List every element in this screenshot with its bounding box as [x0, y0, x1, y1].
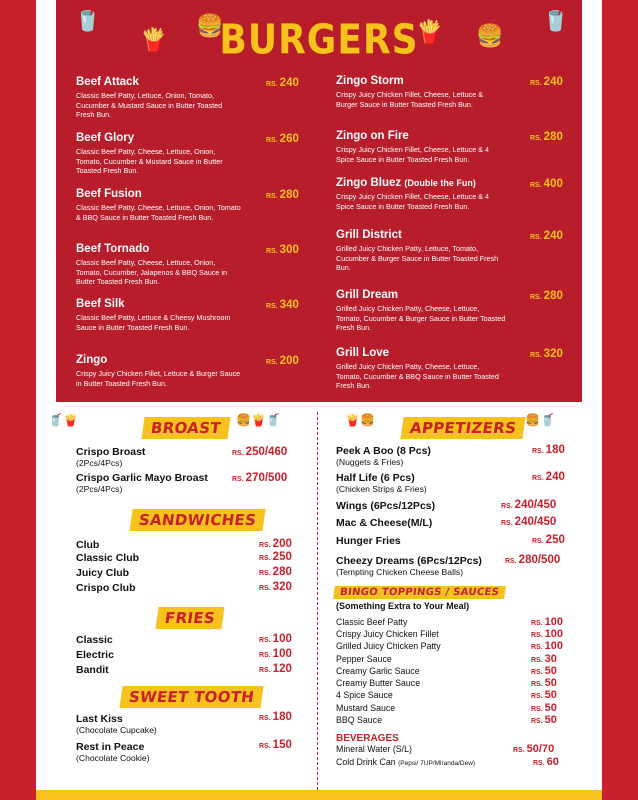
- price-value: 250: [272, 551, 292, 563]
- price-value: 240: [545, 471, 565, 483]
- price-value: 260: [279, 133, 299, 145]
- soda-cup-icon: 🥤: [542, 8, 570, 33]
- item-name: [336, 654, 392, 664]
- menu-item: [336, 535, 401, 547]
- item-note: (Pepsi/ 7UP/Miranda/Dew): [398, 760, 476, 767]
- item-name: [336, 666, 420, 676]
- price-value: 240: [279, 77, 299, 89]
- item-name-text: Cold Drink Can: [336, 757, 396, 767]
- soda-cup-icon: 🥤: [74, 8, 102, 33]
- menu-item: [336, 690, 393, 700]
- price-value: 240/450: [514, 516, 557, 528]
- currency-label: RS.: [259, 637, 271, 644]
- price: [232, 446, 287, 458]
- fries-icon: 🍟: [140, 28, 168, 53]
- burger-item: [76, 188, 308, 222]
- price: [532, 471, 565, 483]
- currency-label: RS.: [259, 542, 271, 549]
- price-value: 280: [543, 131, 563, 143]
- menu-item: [336, 654, 392, 664]
- burger-description: Crispy Juicy Chicken Fillet, Cheese, Lettuce & 4 Spice Sauce in Butter Toasted Fresh Bun.: [336, 192, 489, 211]
- burger-name-text: Grill District: [336, 229, 402, 241]
- price: [259, 663, 292, 675]
- price: [259, 538, 292, 550]
- price: [531, 702, 557, 714]
- currency-label: RS.: [531, 632, 543, 639]
- fries-icon: 🍟🍔: [345, 413, 375, 427]
- currency-label: RS.: [259, 667, 271, 674]
- currency-label: RS.: [531, 657, 543, 664]
- price-value: 100: [544, 628, 564, 640]
- currency-label: RS.: [259, 652, 271, 659]
- item-name-text: Mac & Cheese(M/L): [336, 517, 433, 529]
- burger-description: Crispy Juicy Chicken Fillet, Cheese, Lettuce & 4 Spice Sauce in Butter Toasted Fresh Bun.: [336, 145, 489, 164]
- burger-description: Grilled Juicy Chicken Patty, Lettuce, Tomato, Cucumber & Burger Sauce in Butter Toasted Fresh Bun.: [336, 244, 499, 272]
- price-value: 30: [544, 653, 557, 665]
- price: [259, 648, 292, 660]
- price: [533, 756, 559, 768]
- item-name: [76, 713, 157, 725]
- item-name: [336, 517, 432, 529]
- item-name: [76, 582, 136, 594]
- menu-item: [76, 567, 129, 579]
- price-value: 300: [279, 244, 299, 256]
- item-name: [336, 535, 401, 547]
- price-value: 100: [544, 616, 564, 628]
- item-name-text: Creamy Garlic Sauce: [336, 666, 420, 676]
- item-name-text: Rest in Peace: [76, 741, 145, 753]
- price: [530, 348, 563, 360]
- burger-item: [76, 76, 308, 120]
- item-name: [336, 690, 393, 700]
- broast-banner: BROAST: [141, 417, 230, 439]
- item-name: [76, 472, 208, 484]
- menu-item: [76, 713, 157, 735]
- currency-label: RS.: [266, 81, 278, 88]
- price-value: 340: [279, 299, 299, 311]
- item-name-text: Hunger Fries: [336, 535, 401, 547]
- item-subtitle: (2Pcs/4Pcs): [76, 458, 123, 468]
- item-name: [76, 649, 114, 661]
- price-value: 120: [272, 663, 292, 675]
- item-name: [76, 567, 129, 579]
- item-name-text: Crispo Broast: [76, 446, 146, 458]
- column-divider: [317, 412, 318, 790]
- item-subtitle: (Nuggets & Fries): [336, 457, 404, 467]
- burger-item: [336, 75, 568, 109]
- burger-name-text: Zingo on Fire: [336, 130, 409, 142]
- item-subtitle: (Chocolate Cupcake): [76, 725, 157, 735]
- item-name: [336, 629, 439, 639]
- item-name-text: Pepper Sauce: [336, 654, 392, 664]
- currency-label: RS.: [531, 681, 543, 688]
- burger-name-text: Grill Love: [336, 347, 390, 359]
- price: [531, 616, 563, 628]
- burger-item: [76, 243, 308, 287]
- sandwiches-banner: SANDWICHES: [129, 509, 265, 531]
- item-name-text: 4 Spice Sauce: [336, 690, 393, 700]
- item-name-text: Grilled Juicy Chicken Patty: [336, 641, 441, 651]
- price: [259, 551, 292, 563]
- price: [530, 131, 563, 143]
- menu-item: [336, 678, 420, 688]
- currency-label: RS.: [532, 475, 544, 482]
- currency-label: RS.: [259, 743, 271, 750]
- item-name-text: Electric: [76, 649, 114, 661]
- item-name: [336, 472, 427, 484]
- price-value: 200: [272, 538, 292, 550]
- currency-label: RS.: [501, 503, 513, 510]
- menu-item: [336, 629, 439, 639]
- price: [266, 189, 299, 201]
- currency-label: RS.: [505, 558, 517, 565]
- currency-label: RS.: [530, 234, 542, 241]
- item-name-text: Wings (6Pcs/12Pcs): [336, 500, 436, 512]
- price: [531, 714, 557, 726]
- price: [505, 554, 560, 566]
- currency-label: RS.: [531, 644, 543, 651]
- price-value: 60: [546, 756, 559, 768]
- price: [532, 534, 565, 546]
- price-value: 280/500: [518, 554, 561, 566]
- item-name-text: Bandit: [76, 664, 109, 676]
- burger-name: Beef Glory: [76, 132, 135, 144]
- menu-item: [76, 664, 109, 676]
- currency-label: RS.: [531, 706, 543, 713]
- price: [531, 689, 557, 701]
- item-name: [336, 500, 435, 512]
- price-value: 240/450: [514, 499, 557, 511]
- burger-name: Beef Silk: [76, 298, 125, 310]
- price-value: 50: [544, 702, 557, 714]
- currency-label: RS.: [266, 359, 278, 366]
- item-name-text: Last Kiss: [76, 713, 123, 725]
- price: [266, 133, 299, 145]
- currency-label: RS.: [532, 538, 544, 545]
- price: [531, 640, 563, 652]
- item-name-text: Classic: [76, 634, 113, 646]
- burger-description: Crispy Juicy Chicken Fillet, Cheese, Lettuce & Burger Sauce in Butter Toasted Fresh Bun.: [336, 90, 484, 109]
- menu-item: [76, 582, 136, 594]
- price: [501, 499, 556, 511]
- burger-icon: 🍔: [476, 24, 504, 49]
- burger-tag: (Double the Fun): [404, 178, 476, 188]
- price: [266, 244, 299, 256]
- item-name: [336, 617, 407, 627]
- burger-item: [336, 347, 568, 391]
- menu-item: [336, 757, 475, 767]
- burger-name: Beef Attack: [76, 76, 139, 88]
- menu-item: [336, 715, 382, 725]
- currency-label: RS.: [232, 476, 244, 483]
- item-name: [76, 634, 113, 646]
- price: [530, 290, 563, 302]
- toppings-banner: BINGO TOPPINGS / SAUCES: [333, 586, 506, 599]
- menu-item: [336, 555, 482, 577]
- price: [531, 665, 557, 677]
- item-name: [336, 555, 482, 567]
- burger-item: [336, 229, 568, 273]
- item-name-text: Classic Beef Patty: [336, 617, 408, 627]
- beverages-heading: BEVERAGES: [336, 733, 399, 744]
- menu-item: [76, 741, 150, 763]
- price-value: 50: [544, 677, 557, 689]
- item-name: [336, 678, 420, 688]
- currency-label: RS.: [531, 718, 543, 725]
- burger-name-text: Grill Dream: [336, 289, 398, 301]
- price: [501, 516, 556, 528]
- price-value: 100: [272, 648, 292, 660]
- menu-item: [336, 500, 435, 512]
- price-value: 180: [272, 711, 292, 723]
- currency-label: RS.: [259, 585, 271, 592]
- item-name-text: Classic Club: [76, 552, 140, 564]
- price-value: 100: [272, 633, 292, 645]
- item-name-text: Peek A Boo (8 Pcs): [336, 445, 431, 457]
- item-name-text: Creamy Butter Sauce: [336, 678, 421, 688]
- currency-label: RS.: [530, 80, 542, 87]
- menu-item: [336, 517, 432, 529]
- menu-item: [76, 446, 145, 468]
- currency-label: RS.: [266, 303, 278, 310]
- menu-item: [336, 744, 412, 754]
- item-name: [76, 446, 145, 458]
- burger-item: [76, 132, 308, 176]
- item-name-text: Cheezy Dreams (6Pcs/12Pcs): [336, 555, 482, 567]
- menu-item: [76, 552, 139, 564]
- currency-label: RS.: [259, 715, 271, 722]
- fries-banner: FRIES: [155, 607, 224, 629]
- price: [531, 677, 557, 689]
- price: [259, 566, 292, 578]
- price-value: 280: [272, 566, 292, 578]
- item-name-text: BBQ Sauce: [336, 715, 382, 725]
- burger-item: [336, 289, 568, 333]
- item-name-text: Mustard Sauce: [336, 703, 396, 713]
- burger-description: Classic Beef Patty, Lettuce & Cheesy Mushroom Sauce in Butter Toasted Fresh Bun.: [76, 313, 231, 332]
- menu-item: [76, 472, 208, 494]
- currency-label: RS.: [531, 669, 543, 676]
- sweet-tooth-banner: SWEET TOOTH: [119, 686, 263, 708]
- menu-item: [336, 445, 431, 467]
- item-name: [336, 703, 395, 713]
- burger-item: [76, 298, 308, 332]
- burger-name: Zingo: [76, 354, 108, 366]
- price: [266, 355, 299, 367]
- item-name: [336, 641, 441, 651]
- item-name-text: Club: [76, 539, 100, 551]
- fries-icon: 🍟: [416, 20, 444, 45]
- price: [531, 628, 563, 640]
- currency-label: RS.: [531, 693, 543, 700]
- price: [259, 739, 292, 751]
- drink-icon: 🥤🍟: [48, 413, 78, 427]
- burger-description: Grilled Juicy Chicken Patty, Cheese, Lettuce, Tomato, Cucumber & BBQ Sauce in Butter Toasted Fresh Bun.: [336, 362, 499, 390]
- menu-item: [76, 539, 99, 551]
- currency-label: RS.: [266, 193, 278, 200]
- price-value: 280: [543, 290, 563, 302]
- currency-label: RS.: [531, 620, 543, 627]
- currency-label: RS.: [513, 747, 525, 754]
- price: [531, 653, 557, 665]
- burger-description: Classic Beef Patty, Cheese, Lettuce, Onion, Tomato, Cucumber, Jalapenos & BBQ Sauce in Butter Toasted Fresh Bun.: [76, 258, 228, 286]
- price: [530, 76, 563, 88]
- price: [513, 743, 554, 755]
- item-name: [336, 445, 431, 457]
- item-name: [76, 741, 150, 753]
- price: [532, 444, 565, 456]
- menu-item: [76, 649, 114, 661]
- price: [259, 633, 292, 645]
- item-name-text: Juicy Club: [76, 567, 130, 579]
- item-name-text: Crispo Garlic Mayo Broast: [76, 472, 208, 484]
- item-name: [76, 539, 99, 551]
- price-value: 50: [544, 689, 557, 701]
- price-value: 100: [544, 640, 564, 652]
- price: [259, 711, 292, 723]
- currency-label: RS.: [530, 182, 542, 189]
- currency-label: RS.: [530, 135, 542, 142]
- price-value: 200: [279, 355, 299, 367]
- item-subtitle: (Chocolate Cookie): [76, 753, 150, 763]
- price-value: 400: [543, 178, 563, 190]
- price-value: 50: [544, 714, 557, 726]
- burger-description: Grilled Juicy Chicken Patty, Cheese, Lettuce, Tomato, Cucumber & Burger Sauce in Butter Toasted Fresh Bun.: [336, 304, 506, 332]
- menu-item: [336, 472, 427, 494]
- appetizers-banner: APPETIZERS: [400, 417, 525, 439]
- price-value: 180: [545, 444, 565, 456]
- burger-description: Classic Beef Patty, Cheese, Lettuce, Onion, Tomato, Cucumber & Mustard Sauce in Butter Toasted Fresh Bun.: [76, 147, 223, 175]
- price: [266, 77, 299, 89]
- menu-item: [336, 641, 441, 651]
- price: [530, 230, 563, 242]
- price: [232, 472, 287, 484]
- item-name: [336, 744, 412, 754]
- menu-item: [336, 617, 407, 627]
- burgers-title: BURGERS: [219, 16, 419, 65]
- price-value: 270/500: [245, 472, 288, 484]
- burger-item: [336, 130, 568, 164]
- bottom-bar: [36, 790, 602, 800]
- item-name-text: Half Life (6 Pcs): [336, 472, 415, 484]
- item-name: [76, 664, 109, 676]
- burger-name-text: Zingo Storm: [336, 75, 404, 87]
- burger-name-text: Zingo Bluez: [336, 177, 402, 189]
- currency-label: RS.: [530, 352, 542, 359]
- burger-item: [76, 354, 308, 388]
- price-value: 250: [545, 534, 565, 546]
- price-value: 150: [272, 739, 292, 751]
- toppings-subtitle: (Something Extra to Your Meal): [336, 601, 470, 611]
- currency-label: RS.: [501, 520, 513, 527]
- currency-label: RS.: [259, 570, 271, 577]
- burger-icon: 🍔🍟🥤: [236, 413, 281, 427]
- item-subtitle: (Tempting Chicken Cheese Balls): [336, 567, 464, 577]
- burger-name: Beef Tornado: [76, 243, 150, 255]
- price: [530, 178, 563, 190]
- item-name: [76, 552, 139, 564]
- price-value: 50: [544, 665, 557, 677]
- item-name: [336, 757, 475, 767]
- burger-description: Classic Beef Patty, Lettuce, Onion, Tomato, Cucumber & Mustard Sauce in Butter Toasted Fresh Bun.: [76, 91, 223, 119]
- price-value: 240: [543, 230, 563, 242]
- item-name-text: Crispo Club: [76, 582, 136, 594]
- burger-description: Crispy Juicy Chicken Fillet, Lettuce & Burger Sauce in Butter Toasted Fresh Bun.: [76, 369, 241, 388]
- item-name-text: Mineral Water (S/L): [336, 744, 412, 754]
- burger-name: Beef Fusion: [76, 188, 142, 200]
- menu-item: [76, 634, 113, 646]
- price-value: 320: [543, 348, 563, 360]
- burger-item: [336, 177, 568, 211]
- currency-label: RS.: [259, 555, 271, 562]
- price-value: 250/460: [245, 446, 288, 458]
- burger-description: Classic Beef Patty, Cheese, Lettuce, Onion, Tomato & BBQ Sauce in Butter Toasted Fresh Bun.: [76, 203, 241, 222]
- item-name: [336, 715, 382, 725]
- currency-label: RS.: [530, 294, 542, 301]
- price: [259, 581, 292, 593]
- currency-label: RS.: [232, 450, 244, 457]
- item-name-text: Crispy Juicy Chicken Fillet: [336, 629, 439, 639]
- burger-icon: 🍔🥤: [525, 413, 555, 427]
- price-value: 280: [279, 189, 299, 201]
- price-value: 50/70: [526, 743, 555, 755]
- currency-label: RS.: [266, 248, 278, 255]
- item-subtitle: (Chicken Strips & Fries): [336, 484, 427, 494]
- burger-icon: 🍔: [196, 14, 224, 39]
- item-subtitle: (2Pcs/4Pcs): [76, 484, 123, 494]
- price-value: 320: [272, 581, 292, 593]
- currency-label: RS.: [532, 448, 544, 455]
- currency-label: RS.: [533, 760, 545, 767]
- currency-label: RS.: [266, 137, 278, 144]
- menu-item: [336, 666, 420, 676]
- price-value: 240: [543, 76, 563, 88]
- price: [266, 299, 299, 311]
- menu-item: [336, 703, 395, 713]
